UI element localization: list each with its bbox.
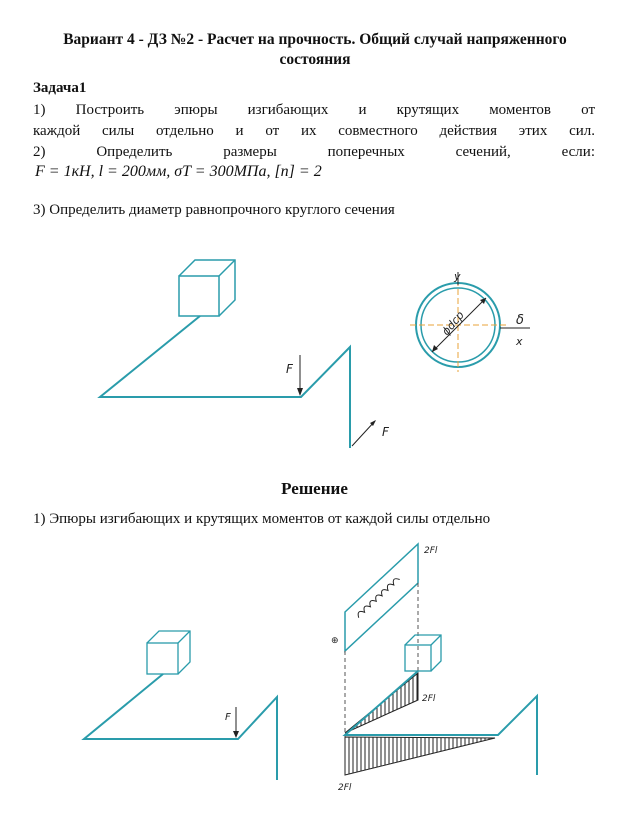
diagram-label-bottom: 2Fl [338, 783, 352, 793]
given-formula: F = 1кН, l = 200мм, σT = 300МПа, [n] = 2 [35, 163, 322, 180]
force-label-bottom: F [225, 712, 231, 723]
solution-title: Решение [281, 479, 348, 498]
title-line-2: состояния [279, 51, 351, 68]
solution-item1: 1) Эпюры изгибающих и крутящих моментов от каждой силы отдельно [33, 511, 491, 527]
diagram-label-mid: 2Fl [422, 694, 436, 704]
task-label: Задача1 [33, 80, 87, 96]
force-label-inclined: F [382, 425, 389, 439]
support-cube-icon [405, 635, 441, 671]
force-arrowhead-icon [233, 731, 239, 738]
section-delta-label: δ [516, 313, 524, 328]
item2-line1: 2) Определить размеры поперечных сечений, если: [33, 144, 595, 160]
item3: 3) Определить диаметр равнопрочного круглого сечения [33, 202, 395, 218]
moment-diagram-lower [345, 737, 495, 775]
diagram-sign-plus: ⊕ [331, 636, 339, 646]
torque-spiral-icon [356, 577, 400, 618]
item1-line1: 1) Построить эпюры изгибающих и крутящих моментов от [33, 102, 595, 118]
section-y-label: y [454, 270, 461, 283]
title-line-1: Вариант 4 - ДЗ №2 - Расчет на прочность. Общий случай напряженного [63, 31, 567, 48]
force-arrow-inclined [352, 421, 375, 446]
section-diameter-label: ϕdср [439, 308, 467, 338]
support-cube-icon [147, 631, 190, 674]
support-cube-icon [179, 260, 235, 316]
frame-figure-top [100, 260, 390, 448]
frame-bars [100, 316, 350, 448]
section-x-label: x [516, 335, 523, 348]
frame-bars [84, 674, 277, 780]
item1-line2: каждой силы отдельно и от их совместного действия этих сил. [33, 123, 595, 139]
torque-diagram-plane [345, 544, 418, 651]
diagram-label-top: 2Fl [424, 546, 438, 556]
force-label-top: F [286, 362, 293, 376]
cross-section-figure [410, 270, 530, 372]
moment-diagram-figure [331, 544, 537, 793]
frame-figure-bottom-left [84, 631, 277, 780]
